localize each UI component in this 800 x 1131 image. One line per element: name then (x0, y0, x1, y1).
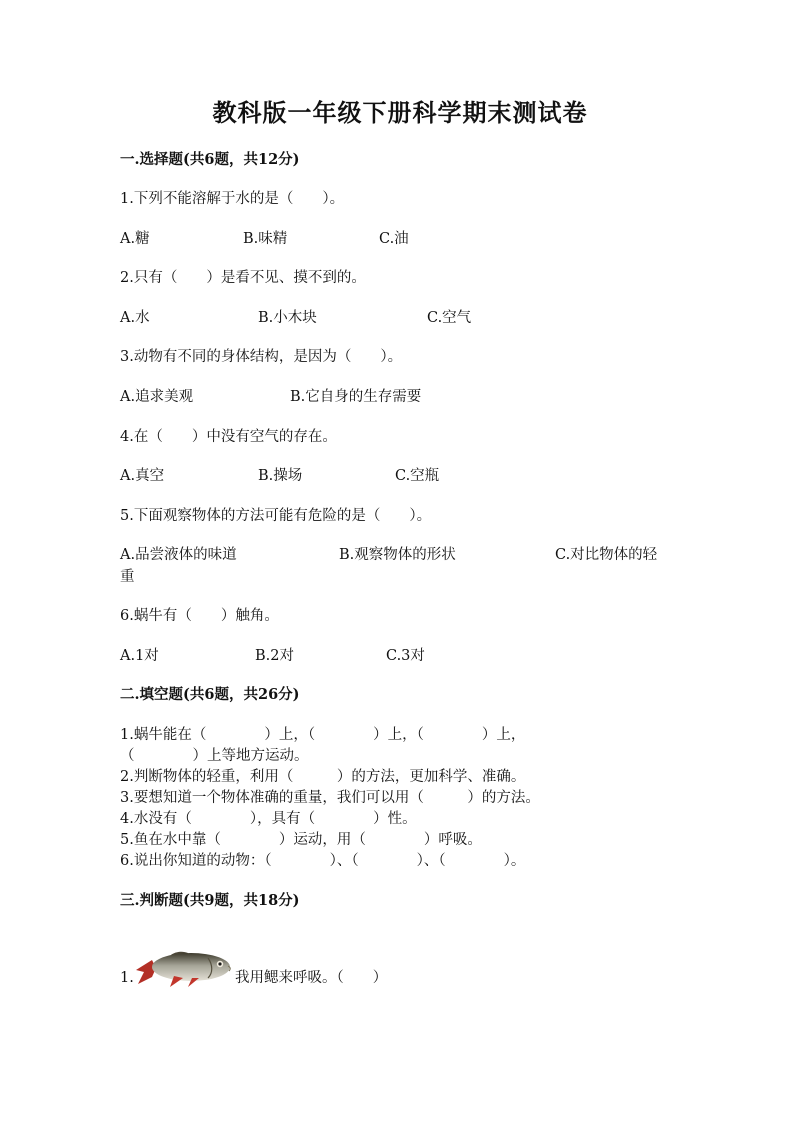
option-b: B.它自身的生存需要 (290, 389, 422, 405)
section-heading-judge: 三.判断题(共9题，共18分) (120, 892, 300, 909)
option-b: B.观察物体的形状 (339, 547, 456, 563)
option-a: A.追求美观 (120, 389, 194, 405)
fill-line: （ ）上等地方运动。 (120, 748, 309, 764)
option-b: B.小木块 (258, 310, 317, 326)
question-number: 1. (120, 970, 134, 986)
fill-line: 4.水没有（ ），具有（ ）性。 (120, 811, 417, 827)
option-c: C.空气 (427, 310, 472, 326)
option-c: C.3对 (386, 648, 425, 664)
option-b: B.2对 (255, 648, 294, 664)
option-b: B.操场 (258, 468, 303, 484)
question-stem: 6.蜗牛有（ ）触角。 (120, 608, 279, 624)
fill-line: 6.说出你知道的动物：（ ）、（ ）、（ ）。 (120, 853, 526, 869)
question-stem: 4.在（ ）中没有空气的存在。 (120, 429, 337, 445)
option-c: C.对比物体的轻 (555, 547, 658, 563)
option-a: A.1对 (120, 648, 159, 664)
option-c: C.油 (379, 231, 409, 247)
question-stem: 5.下面观察物体的方法可能有危险的是（ ）。 (120, 508, 432, 524)
fill-line: 3.要想知道一个物体准确的重量，我们可以用（ ）的方法。 (120, 790, 540, 806)
option-c: C.空瓶 (395, 468, 440, 484)
option-a: A.糖 (120, 231, 150, 247)
fish-image (136, 944, 234, 988)
question-stem: 3.动物有不同的身体结构，是因为（ ）。 (120, 349, 403, 365)
option-a: A.品尝液体的味道 (120, 547, 237, 563)
fill-line: 5.鱼在水中靠（ ）运动，用（ ）呼吸。 (120, 832, 482, 848)
question-stem: 1.下列不能溶解于水的是（ ）。 (120, 191, 345, 207)
section-heading-choice: 一.选择题(共6题，共12分) (120, 151, 300, 168)
section-heading-fill: 二.填空题(共6题，共26分) (120, 686, 300, 703)
page-title: 教科版一年级下册科学期末测试卷 (212, 98, 588, 127)
question-stem: 2.只有（ ）是看不见、摸不到的。 (120, 270, 366, 286)
fill-line: 2.判断物体的轻重，利用（ ）的方法，更加科学、准确。 (120, 769, 526, 785)
option-a: A.真空 (120, 468, 165, 484)
fill-line: 1.蜗牛能在（ ）上，（ ）上，（ ）上， (120, 727, 526, 743)
option-b: B.味精 (243, 231, 288, 247)
question-text: 我用鳃来呼吸。（ ） (235, 970, 388, 986)
option-a: A.水 (120, 310, 150, 326)
option-c-continuation: 重 (120, 569, 135, 585)
